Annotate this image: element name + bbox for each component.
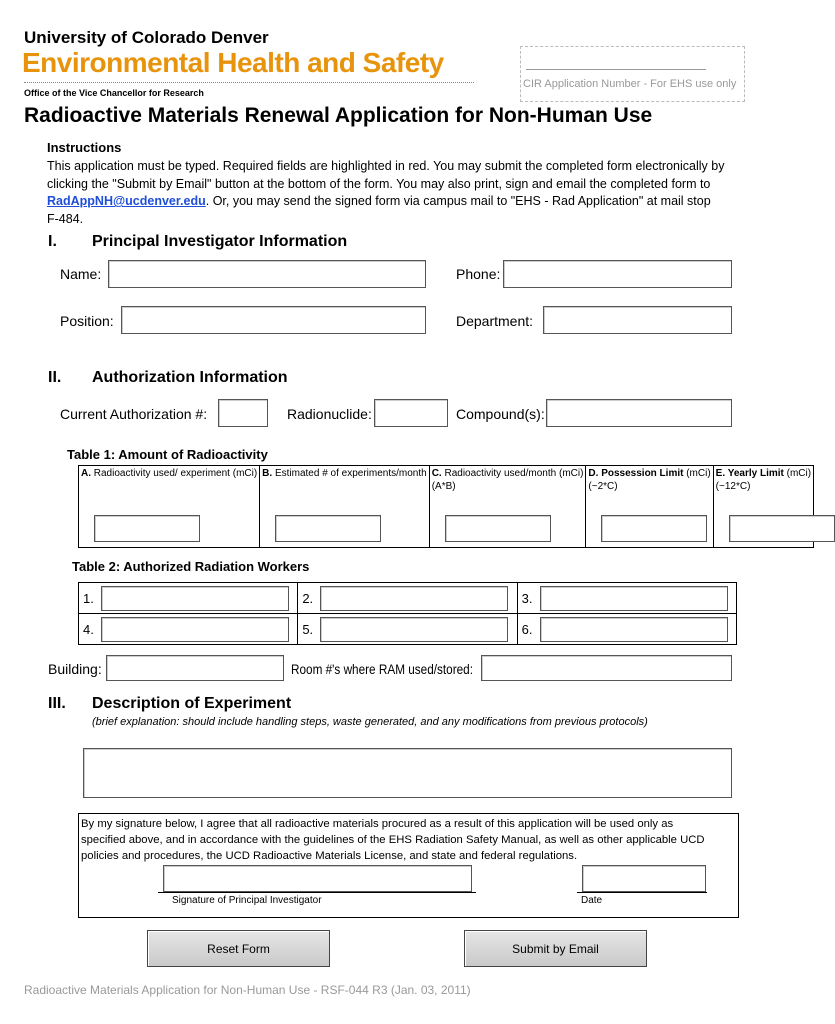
radionuclide-input[interactable] xyxy=(374,399,448,427)
department-input[interactable] xyxy=(543,306,732,334)
worker-number: 6. xyxy=(521,621,533,637)
table1-input[interactable] xyxy=(275,515,381,542)
phone-label: Phone: xyxy=(456,266,501,282)
workers-table xyxy=(78,582,737,645)
reset-form-button[interactable]: Reset Form xyxy=(147,930,330,967)
worker-number: 3. xyxy=(521,590,533,606)
table1-column: B. Estimated # of experiments/month xyxy=(260,466,430,548)
name-input[interactable] xyxy=(108,260,426,288)
section-number: III. xyxy=(48,695,66,712)
signature-input[interactable] xyxy=(163,865,472,892)
table1-column: D. Possession Limit (mCi) (~2*C) xyxy=(586,466,713,548)
radionuclide-label: Radionuclide: xyxy=(287,406,372,422)
email-link[interactable]: RadAppNH@ucdenver.edu xyxy=(47,194,206,209)
building-input[interactable] xyxy=(106,655,284,681)
table1-title: Table 1: Amount of Radioactivity xyxy=(67,447,268,462)
worker-input[interactable] xyxy=(101,586,289,611)
table1-input[interactable] xyxy=(729,515,835,542)
instructions-line: . Or, you may send the signed form via campus mail to "EHS - Rad Application" at mail stop xyxy=(205,194,711,209)
room-input[interactable] xyxy=(481,655,732,681)
worker-input[interactable] xyxy=(540,586,728,611)
department-label: Department: xyxy=(456,313,534,329)
worker-cell xyxy=(298,583,517,614)
agreement-text: By my signature below, I agree that all radioactive materials procured as a result of this application will be used only as specified above, and in accordance with the guidelines of the EHS Radiation Safety Manual, as well as other applicable UCD policies and procedures, the UCD Radioactive Materials License, and state and federal regulations. xyxy=(81,818,705,862)
table1-input[interactable] xyxy=(94,515,200,542)
radioactivity-table xyxy=(78,465,814,548)
worker-cell xyxy=(517,583,736,614)
instructions-line: clicking the "Submit by Email" button at the bottom of the form. You may also print, sign and email the completed form to xyxy=(47,176,711,191)
section-title: Authorization Information xyxy=(92,369,288,386)
table2-title: Table 2: Authorized Radiation Workers xyxy=(72,559,310,574)
section-number: II. xyxy=(48,369,62,386)
cir-label: CIR Application Number - For EHS use only xyxy=(523,78,737,90)
office-name: Office of the Vice Chancellor for Research xyxy=(24,88,204,98)
worker-input[interactable] xyxy=(320,586,508,611)
section-subtitle: (brief explanation: should include handling steps, waste generated, and any modifications from previous protocols) xyxy=(92,716,648,728)
worker-cell xyxy=(517,614,736,645)
page-title: Radioactive Materials Renewal Application for Non-Human Use xyxy=(24,104,653,127)
worker-number: 5. xyxy=(302,621,314,637)
position-label: Position: xyxy=(60,313,114,329)
table1-column: E. Yearly Limit (mCi) (~12*C) xyxy=(713,466,813,548)
building-label: Building: xyxy=(48,661,102,677)
room-label: Room #'s where RAM used/stored: xyxy=(291,661,473,677)
description-textarea[interactable] xyxy=(83,748,732,798)
submit-by-email-button[interactable]: Submit by Email xyxy=(464,930,647,967)
section-title: Description of Experiment xyxy=(92,695,292,712)
date-input[interactable] xyxy=(582,865,706,892)
instructions-line: F-484. xyxy=(47,211,84,226)
worker-cell xyxy=(298,614,517,645)
worker-input[interactable] xyxy=(101,617,289,642)
table1-input[interactable] xyxy=(445,515,551,542)
section-title: Principal Investigator Information xyxy=(92,233,348,250)
table1-column: A. Radioactivity used/ experiment (mCi) xyxy=(79,466,260,548)
position-input[interactable] xyxy=(121,306,426,334)
ehs-logo: Environmental Health and Safety xyxy=(22,47,444,78)
worker-cell xyxy=(79,614,298,645)
compound-label: Compound(s): xyxy=(456,406,545,422)
worker-number: 4. xyxy=(83,621,94,637)
worker-number: 1. xyxy=(83,590,94,606)
date-label: Date xyxy=(581,895,603,906)
university-name: University of Colorado Denver xyxy=(24,28,269,47)
authorization-label: Current Authorization #: xyxy=(60,406,208,422)
worker-cell xyxy=(79,583,298,614)
authorization-input[interactable] xyxy=(218,399,268,427)
cir-box xyxy=(520,46,745,102)
worker-number: 2. xyxy=(302,590,314,606)
worker-input[interactable] xyxy=(320,617,508,642)
agreement-box xyxy=(78,813,739,918)
name-label: Name: xyxy=(60,266,102,282)
table1-input[interactable] xyxy=(601,515,707,542)
instructions-line: This application must be typed. Required fields are highlighted in red. You may submit the completed form electronically by xyxy=(47,159,725,173)
worker-input[interactable] xyxy=(540,617,728,642)
phone-input[interactable] xyxy=(503,260,732,288)
instructions-text xyxy=(47,158,724,228)
compound-input[interactable] xyxy=(546,399,732,427)
signature-label: Signature of Principal Investigator xyxy=(172,895,322,906)
table1-column: C. Radioactivity used/month (mCi) (A*B) xyxy=(429,466,586,548)
footer: Radioactive Materials Application for Non-Human Use - RSF-044 R3 (Jan. 03, 2011) xyxy=(24,983,471,997)
instructions-heading: Instructions xyxy=(47,140,122,155)
divider xyxy=(24,82,474,83)
section-number: I. xyxy=(48,233,57,250)
